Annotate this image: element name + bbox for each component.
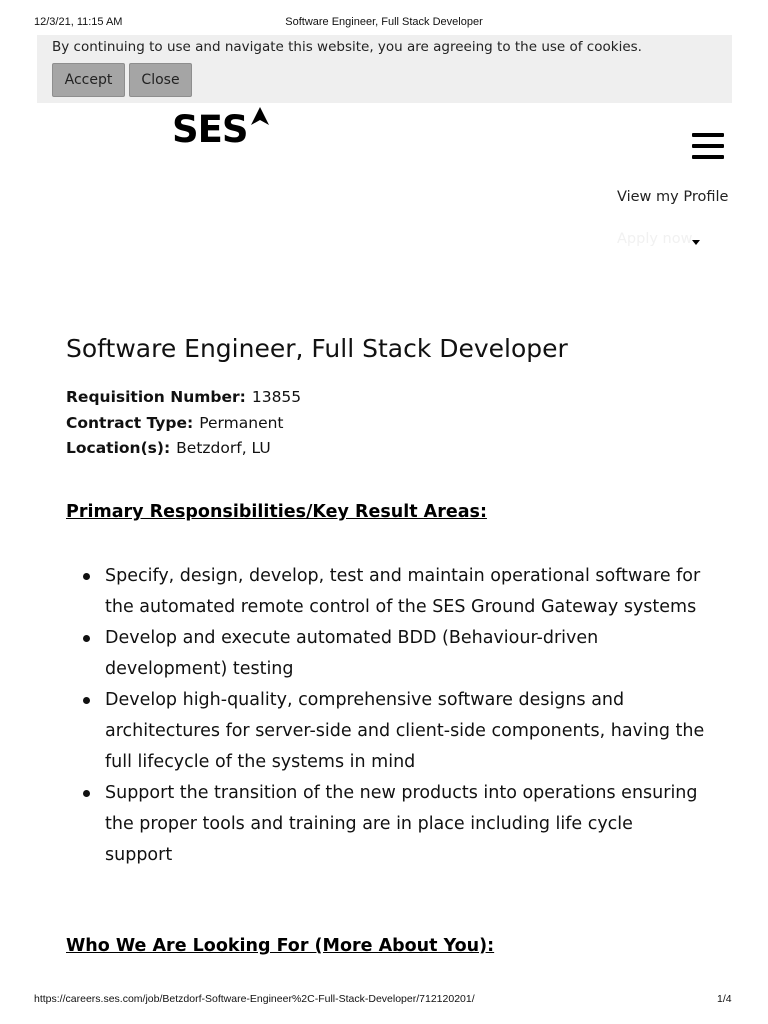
requisition-label: Requisition Number: [66, 388, 246, 406]
requisition-number [66, 388, 301, 406]
locations [66, 439, 271, 457]
responsibilities-heading: Primary Responsibilities/Key Result Areas: [66, 502, 487, 522]
logo-text: SES [172, 108, 248, 151]
looking-for-heading: Who We Are Looking For (More About You): [66, 936, 495, 956]
cookie-banner [37, 35, 732, 103]
ses-triangle-icon [250, 106, 270, 126]
list-item: Support the transition of the new products into operations ensuring the proper tools and training are in place including life cycle support [105, 778, 705, 871]
caret-down-icon[interactable] [692, 240, 700, 245]
contract-type [66, 414, 284, 432]
location-value: Betzdorf, LU [176, 439, 271, 457]
print-header [0, 16, 768, 32]
hamburger-menu-icon[interactable] [692, 133, 724, 159]
list-item: Specify, design, develop, test and maintain operational software for the automated remote control of the SES Ground Gateway systems [105, 561, 705, 623]
job-title: Software Engineer, Full Stack Developer [66, 334, 568, 363]
view-profile-link[interactable]: View my Profile [617, 189, 729, 205]
location-label: Location(s): [66, 439, 171, 457]
print-page-title: Software Engineer, Full Stack Developer [285, 16, 483, 28]
apply-now-link[interactable]: Apply now [617, 231, 693, 247]
cookie-message: By continuing to use and navigate this website, you are agreeing to the use of cookies. [52, 39, 642, 55]
accept-cookies-button[interactable]: Accept [52, 63, 125, 97]
ses-logo[interactable] [172, 106, 272, 152]
page-number: 1/4 [717, 993, 732, 1005]
print-date: 12/3/21, 11:15 AM [34, 16, 123, 28]
contract-value: Permanent [199, 414, 284, 432]
requisition-value: 13855 [251, 388, 302, 406]
responsibilities-list [105, 561, 705, 871]
list-item: Develop high-quality, comprehensive software designs and architectures for server-side and client-side components, having the full lifecycle of the systems in mind [105, 685, 705, 778]
list-item: Develop and execute automated BDD (Behaviour-driven development) testing [105, 623, 705, 685]
close-cookies-button[interactable]: Close [129, 63, 192, 97]
contract-label: Contract Type: [66, 414, 194, 432]
print-footer [0, 993, 768, 1009]
print-url: https://careers.ses.com/job/Betzdorf-Software-Engineer%2C-Full-Stack-Developer/712120201/ [34, 993, 475, 1005]
